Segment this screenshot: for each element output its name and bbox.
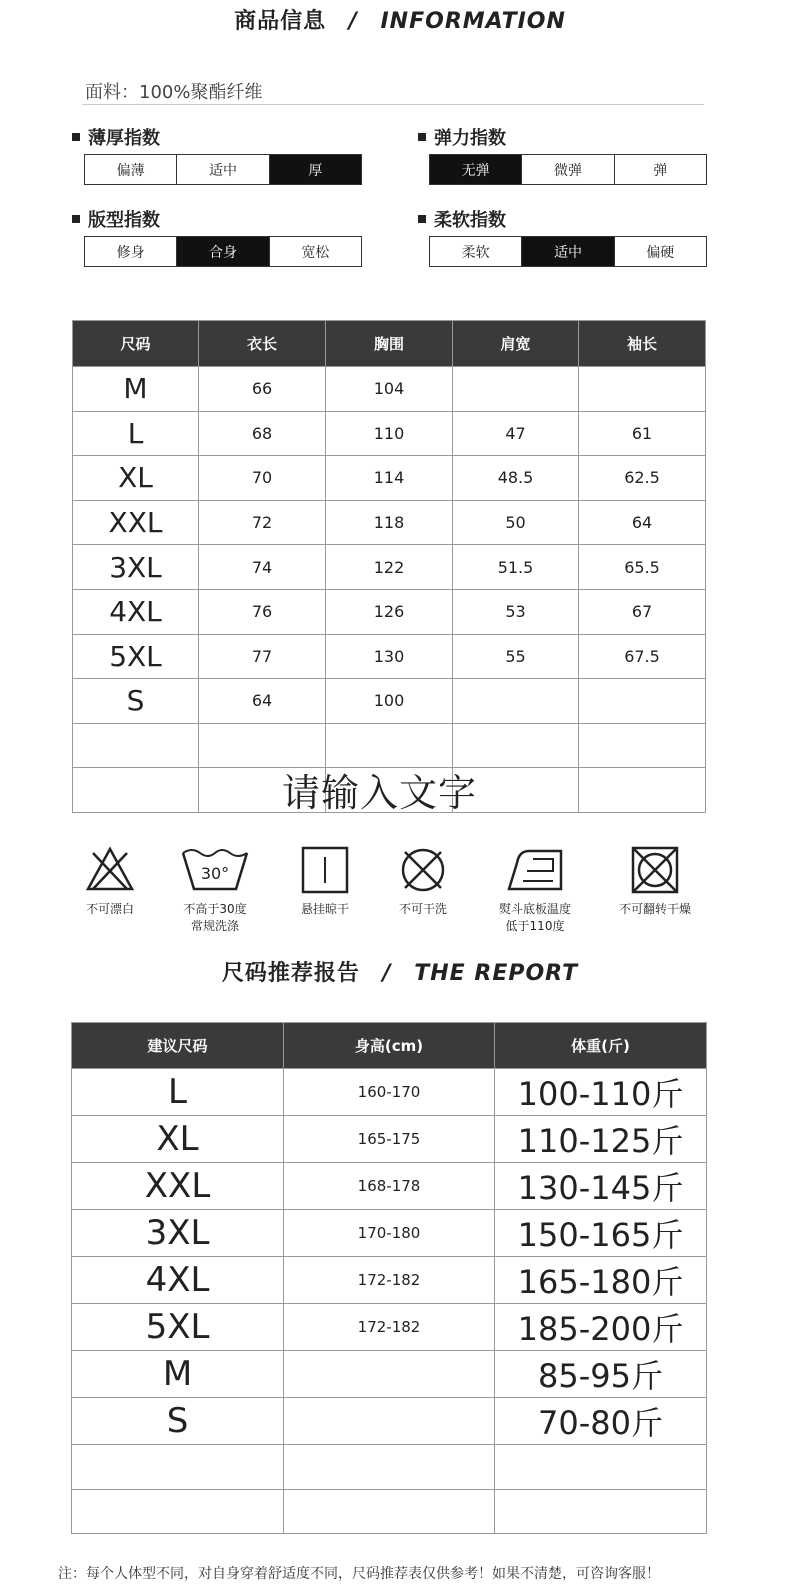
svg-text:30°: 30°	[200, 864, 230, 883]
weight-cell: 70-80斤	[495, 1398, 707, 1445]
table-row	[72, 1069, 707, 1116]
fit-option-regular: 合身	[177, 237, 269, 266]
height-cell: 168-178	[284, 1163, 495, 1210]
recommended-size-cell: S	[72, 1398, 284, 1445]
weight-cell	[495, 1445, 707, 1490]
hang-dry-icon	[300, 845, 350, 895]
care-no-dry-clean: 不可干洗	[368, 845, 478, 918]
measurement-cell: 50	[453, 500, 579, 545]
recommended-size-cell: 3XL	[72, 1210, 284, 1257]
weight-cell: 110-125斤	[495, 1116, 707, 1163]
wash-30-icon	[180, 845, 250, 895]
recommended-size-cell	[72, 1489, 284, 1534]
softness-option-medium: 适中	[522, 237, 614, 266]
iron-icon	[503, 845, 567, 895]
measurement-cell: 70	[199, 456, 326, 501]
care-hang-dry: 悬挂晾干	[270, 845, 380, 918]
report-header-height: 身高(cm)	[284, 1023, 495, 1069]
size-cell: S	[73, 679, 199, 724]
measurement-cell	[579, 367, 706, 412]
measurement-cell: 61	[579, 411, 706, 456]
softness-option-soft: 柔软	[430, 237, 522, 266]
footnote: 注：每个人体型不同，对自身穿着舒适度不同，尺码推荐表仅供参考！如果不清楚，可咨询客服！	[58, 1566, 660, 1582]
softness-index-title: 柔软指数	[418, 206, 506, 232]
table-row	[72, 1116, 707, 1163]
measurement-cell: 64	[579, 500, 706, 545]
report-header-en: THE REPORT	[414, 961, 579, 986]
weight-cell: 85-95斤	[495, 1351, 707, 1398]
placeholder-overlay-text: 请输入文字	[282, 771, 478, 815]
softness-option-stiff: 偏硬	[646, 244, 675, 261]
info-header-cn: 商品信息	[234, 9, 327, 34]
measurement-cell: 126	[326, 589, 453, 634]
recommended-size-cell: 5XL	[72, 1304, 284, 1351]
fabric-label: 面料：100%聚酯纤维	[85, 82, 263, 103]
measurement-cell: 51.5	[453, 545, 579, 590]
height-cell: 165-175	[284, 1116, 495, 1163]
measurement-cell	[579, 768, 706, 813]
care-iron: 熨斗底板温度 低于110度	[480, 845, 590, 935]
measurement-cell: 118	[326, 500, 453, 545]
table-row	[73, 545, 706, 590]
table-row	[72, 1304, 707, 1351]
care-no-tumble-dry: 不可翻转干燥	[600, 845, 710, 918]
report-table	[71, 1022, 707, 1534]
measurement-cell: 68	[199, 411, 326, 456]
elasticity-option-none: 无弹	[430, 155, 522, 184]
report-header-size: 建议尺码	[72, 1023, 284, 1069]
size-table	[72, 320, 706, 813]
measurement-cell: 114	[326, 456, 453, 501]
size-cell	[73, 768, 199, 813]
thickness-option-thick: 厚	[270, 155, 361, 184]
size-header-length: 衣长	[199, 321, 326, 367]
recommended-size-cell: L	[72, 1069, 284, 1116]
report-header	[0, 956, 800, 987]
no-bleach-icon	[85, 845, 135, 895]
measurement-cell: 66	[199, 367, 326, 412]
height-cell	[284, 1398, 495, 1445]
report-header-weight: 体重(斤)	[495, 1023, 707, 1069]
measurement-cell: 110	[326, 411, 453, 456]
measurement-cell: 67.5	[579, 634, 706, 679]
table-row	[73, 411, 706, 456]
size-cell: 4XL	[73, 589, 199, 634]
size-cell: XXL	[73, 500, 199, 545]
thickness-index-scale	[84, 154, 362, 185]
height-cell	[284, 1489, 495, 1534]
height-cell: 170-180	[284, 1210, 495, 1257]
bullet-square-icon	[418, 133, 426, 141]
measurement-cell: 53	[453, 589, 579, 634]
weight-cell: 185-200斤	[495, 1304, 707, 1351]
fit-index-title: 版型指数	[72, 206, 160, 232]
measurement-cell: 72	[199, 500, 326, 545]
measurement-cell: 100	[326, 679, 453, 724]
table-row	[72, 1398, 707, 1445]
height-cell	[284, 1445, 495, 1490]
fit-option-slim: 修身	[85, 237, 177, 266]
size-header-shoulder: 肩宽	[453, 321, 579, 367]
measurement-cell: 48.5	[453, 456, 579, 501]
table-row	[72, 1257, 707, 1304]
table-row	[73, 634, 706, 679]
measurement-cell: 74	[199, 545, 326, 590]
measurement-cell: 65.5	[579, 545, 706, 590]
measurement-cell	[579, 723, 706, 768]
recommended-size-cell: M	[72, 1351, 284, 1398]
table-row	[72, 1351, 707, 1398]
measurement-cell: 64	[199, 679, 326, 724]
weight-cell: 165-180斤	[495, 1257, 707, 1304]
size-cell: L	[73, 411, 199, 456]
bullet-square-icon	[72, 133, 80, 141]
elasticity-option-slight: 微弹	[522, 155, 614, 184]
recommended-size-cell: XXL	[72, 1163, 284, 1210]
recommended-size-cell: 4XL	[72, 1257, 284, 1304]
info-header-en: INFORMATION	[380, 9, 566, 34]
size-header-sleeve: 袖长	[579, 321, 706, 367]
measurement-cell: 76	[199, 589, 326, 634]
weight-cell: 100-110斤	[495, 1069, 707, 1116]
care-wash-30: 30° 不高于30度 常规洗涤	[160, 845, 270, 935]
height-cell	[284, 1351, 495, 1398]
table-row	[72, 1489, 707, 1534]
size-header-chest: 胸围	[326, 321, 453, 367]
fit-option-loose: 宽松	[301, 244, 330, 261]
measurement-cell: 104	[326, 367, 453, 412]
elasticity-index-title: 弹力指数	[418, 124, 506, 150]
bullet-square-icon	[418, 215, 426, 223]
size-cell	[73, 723, 199, 768]
info-header-sep: /	[348, 9, 358, 34]
size-cell: XL	[73, 456, 199, 501]
recommended-size-cell	[72, 1445, 284, 1490]
no-dry-clean-icon	[398, 845, 448, 895]
report-header-sep: /	[382, 961, 392, 986]
table-row	[73, 367, 706, 412]
no-tumble-dry-icon	[630, 845, 680, 895]
fit-index-scale	[84, 236, 362, 267]
measurement-cell: 67	[579, 589, 706, 634]
measurement-cell: 47	[453, 411, 579, 456]
divider	[82, 104, 704, 105]
measurement-cell: 62.5	[579, 456, 706, 501]
measurement-cell	[579, 679, 706, 724]
measurement-cell: 55	[453, 634, 579, 679]
care-no-bleach: 不可漂白	[55, 845, 165, 918]
thickness-option-thin: 偏薄	[85, 155, 177, 184]
elasticity-index-scale	[429, 154, 707, 185]
table-row	[73, 500, 706, 545]
height-cell: 172-182	[284, 1257, 495, 1304]
elasticity-option-elastic: 弹	[653, 162, 668, 179]
weight-cell	[495, 1489, 707, 1534]
measurement-cell	[453, 679, 579, 724]
table-row	[72, 1445, 707, 1490]
table-row	[73, 679, 706, 724]
bullet-square-icon	[72, 215, 80, 223]
measurement-cell	[453, 367, 579, 412]
size-cell: 3XL	[73, 545, 199, 590]
softness-index-scale	[429, 236, 707, 267]
recommended-size-cell: XL	[72, 1116, 284, 1163]
table-row	[72, 1163, 707, 1210]
table-row	[72, 1210, 707, 1257]
size-header-size: 尺码	[73, 321, 199, 367]
height-cell: 160-170	[284, 1069, 495, 1116]
thickness-index-title: 薄厚指数	[72, 124, 160, 150]
measurement-cell: 130	[326, 634, 453, 679]
height-cell: 172-182	[284, 1304, 495, 1351]
weight-cell: 130-145斤	[495, 1163, 707, 1210]
size-cell: M	[73, 367, 199, 412]
measurement-cell: 122	[326, 545, 453, 590]
report-header-cn: 尺码推荐报告	[221, 961, 360, 986]
measurement-cell: 77	[199, 634, 326, 679]
table-row	[73, 456, 706, 501]
info-header	[0, 4, 800, 35]
thickness-option-medium: 适中	[177, 155, 269, 184]
weight-cell: 150-165斤	[495, 1210, 707, 1257]
size-cell: 5XL	[73, 634, 199, 679]
table-row	[73, 589, 706, 634]
